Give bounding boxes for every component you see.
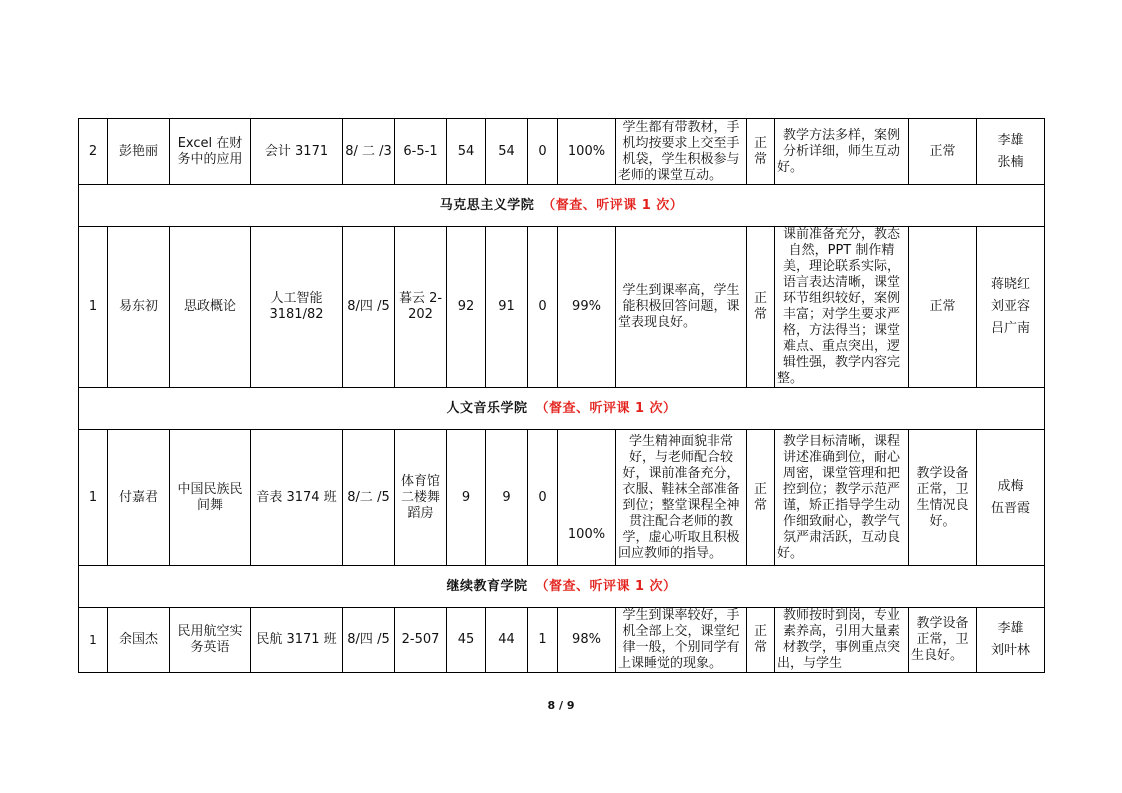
absent-count: 0	[528, 119, 558, 185]
inspector-name: 李雄	[997, 621, 1024, 636]
expected-count: 9	[447, 430, 486, 566]
table-row	[79, 119, 1045, 185]
inspectors	[977, 608, 1045, 673]
teacher-name: 余国杰	[108, 608, 170, 673]
row-number: 1	[79, 430, 108, 566]
course-name: Excel 在财务中的应用	[170, 119, 251, 185]
teacher-name: 彭艳丽	[108, 119, 170, 185]
section-header	[79, 566, 1045, 608]
classroom: 暮云 2-202	[395, 227, 447, 388]
teaching-comment: 课前准备充分，教态自然，PPT 制作精美，理论联系实际，语言表达清晰，课堂环节组织较好，案例丰富；对学生要求严格，方法得当；课堂难点、重点突出，逻辑性强，教学内容完整。	[775, 227, 909, 388]
inspector-name: 蒋晓红	[990, 277, 1030, 292]
student-comment: 学生到课率较好，手机全部上交，课堂纪律一般，个别同学有上课睡觉的现象。	[616, 608, 747, 673]
section-title: 马克思主义学院	[439, 197, 535, 213]
facility-status: 教学设备正常，卫生情况良好。	[909, 430, 977, 566]
facility-status: 教学设备正常，卫生良好。	[909, 608, 977, 673]
attendance-rate: 100%	[558, 430, 616, 566]
teaching-comment: 教学方法多样，案例分析详细，师生互动好。	[775, 119, 909, 185]
inspector-name: 张楠	[997, 154, 1024, 170]
row-number: 2	[79, 119, 108, 185]
course-name: 民用航空实务英语	[170, 608, 251, 673]
inspector-name: 刘亚容	[990, 299, 1030, 314]
student-comment: 学生到课率高，学生能积极回答问题，课堂表现良好。	[616, 227, 747, 388]
student-comment: 学生都有带教材，手机均按要求上交至手机袋，学生积极参与老师的课堂互动。	[616, 119, 747, 185]
present-count: 54	[486, 119, 528, 185]
class-name: 民航 3171 班	[251, 608, 343, 673]
section-title: 人文音乐学院	[446, 400, 528, 416]
student-comment: 学生精神面貌非常好，与老师配合较好，课前准备充分，衣服、鞋袜全部准备到位；整堂课程全神贯注配合老师的教学，虚心听取且积极回应教师的指导。	[616, 430, 747, 566]
expected-count: 92	[447, 227, 486, 388]
page-number: 8 / 9	[547, 699, 575, 712]
status: 正常	[747, 430, 775, 566]
attendance-rate: 98%	[558, 608, 616, 673]
inspectors	[977, 430, 1045, 566]
table-row	[79, 430, 1045, 566]
section-row	[79, 185, 1045, 227]
absent-count: 0	[528, 227, 558, 388]
inspector-name: 成梅	[997, 478, 1024, 494]
class-name: 人工智能 3181/82	[251, 227, 343, 388]
classroom: 6-5-1	[395, 119, 447, 185]
status: 正常	[747, 608, 775, 673]
attendance-rate: 100%	[558, 119, 616, 185]
expected-count: 54	[447, 119, 486, 185]
table-row	[79, 227, 1045, 388]
inspector-name: 刘叶林	[990, 643, 1030, 658]
inspector-name: 吕广南	[990, 321, 1030, 336]
classroom: 体育馆二楼舞蹈房	[395, 430, 447, 566]
expected-count: 45	[447, 608, 486, 673]
week-period: 8/二 /5	[343, 430, 395, 566]
teaching-comment: 教学目标清晰，课程讲述准确到位，耐心周密，课堂管理和把控到位；教学示范严谨，矫正指导学生动作细致耐心，教学气氛严肃活跃，互动良好。	[775, 430, 909, 566]
table-row	[79, 608, 1045, 673]
section-row	[79, 388, 1045, 430]
section-header	[79, 185, 1045, 227]
row-number: 1	[79, 227, 108, 388]
absent-count: 1	[528, 608, 558, 673]
inspector-name: 伍晋霞	[990, 500, 1030, 516]
classroom: 2-507	[395, 608, 447, 673]
status: 正常	[747, 119, 775, 185]
inspectors	[977, 119, 1045, 185]
week-period: 8/ 二 /3	[343, 119, 395, 185]
teacher-name: 易东初	[108, 227, 170, 388]
section-note: （督查、听评课 1 次）	[535, 400, 677, 416]
week-period: 8/四 /5	[343, 608, 395, 673]
teacher-name: 付嘉君	[108, 430, 170, 566]
teaching-comment: 教师按时到岗，专业素养高，引用大量素材教学，事例重点突出，与学生	[775, 608, 909, 673]
section-row	[79, 566, 1045, 608]
facility-status: 正常	[909, 119, 977, 185]
present-count: 9	[486, 430, 528, 566]
status: 正常	[747, 227, 775, 388]
week-period: 8/四 /5	[343, 227, 395, 388]
section-note: （督查、听评课 1 次）	[535, 578, 677, 594]
attendance-rate: 99%	[558, 227, 616, 388]
present-count: 44	[486, 608, 528, 673]
inspector-name: 李雄	[997, 132, 1024, 148]
section-title: 继续教育学院	[446, 578, 528, 594]
class-name: 会计 3171	[251, 119, 343, 185]
facility-status: 正常	[909, 227, 977, 388]
present-count: 91	[486, 227, 528, 388]
course-name: 中国民族民间舞	[170, 430, 251, 566]
course-name: 思政概论	[170, 227, 251, 388]
section-note: （督查、听评课 1 次）	[542, 197, 684, 213]
inspectors	[977, 227, 1045, 388]
section-header	[79, 388, 1045, 430]
class-name: 音表 3174 班	[251, 430, 343, 566]
absent-count: 0	[528, 430, 558, 566]
inspection-table	[78, 118, 1045, 673]
row-number: 1	[79, 608, 108, 673]
